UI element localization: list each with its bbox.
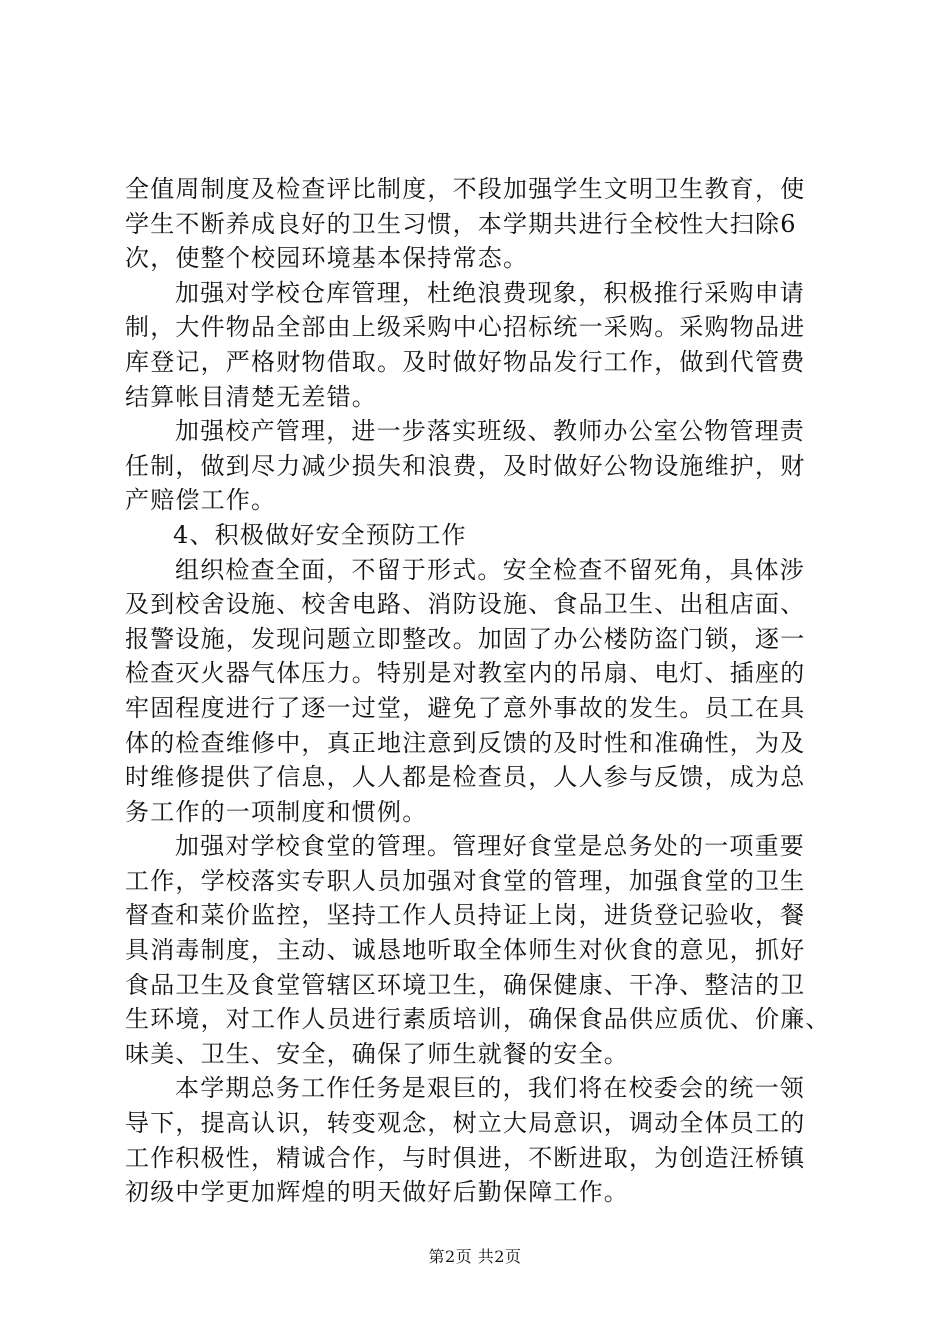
text-line: 全值周制度及检查评比制度，不段加强学生文明卫生教育，使 xyxy=(125,175,806,203)
text-line: 任制，做到尽力减少损失和浪费，及时做好公物设施维护，财 xyxy=(125,451,806,480)
text-line: 检查灭火器气体压力。特别是对教室内的吊扇、电灯、插座的 xyxy=(125,659,806,688)
document-body xyxy=(125,172,837,1210)
section-heading: 4、积极做好安全预防工作 xyxy=(173,520,467,549)
text-line: 库登记，严格财物借取。及时做好物品发行工作，做到代管费 xyxy=(125,347,806,376)
text-line: 报警设施，发现问题立即整改。加固了办公楼防盗门锁，逐一 xyxy=(125,624,806,653)
page-number: 第2页 共2页 xyxy=(428,1247,522,1266)
text-line: 导下，提高认识，转变观念，树立大局意识，调动全体员工的 xyxy=(125,1109,806,1138)
text-line: 生环境，对工作人员进行素质培训，确保食品供应质优、价廉、 xyxy=(125,1005,831,1034)
text-line: 具消毒制度，主动、诚恳地听取全体师生对伙食的意见，抓好 xyxy=(125,936,806,965)
text-line: 结算帐目清楚无差错。 xyxy=(125,382,377,411)
text-line: 及到校舍设施、校舍电路、消防设施、食品卫生、出租店面、 xyxy=(125,590,806,619)
text-line: 体的检查维修中，真正地注意到反馈的及时性和准确性，为及 xyxy=(125,728,806,757)
paragraph-start: 加强对学校仓库管理，杜绝浪费现象，积极推行采购申请 xyxy=(175,278,805,307)
text-line: 牢固程度进行了逐一过堂，避免了意外事故的发生。员工在具 xyxy=(125,693,806,722)
paragraph-start: 组织检查全面，不留于形式。安全检查不留死角，具体涉 xyxy=(175,555,805,584)
text-line: 督查和菜价监控，坚持工作人员持证上岗，进货登记验收，餐 xyxy=(125,901,806,930)
text-line: 工作积极性，精诚合作，与时俱进，不断进取，为创造汪桥镇 xyxy=(125,1143,806,1172)
text-line: 次，使整个校园环境基本保持常态。 xyxy=(125,244,529,273)
paragraph-start: 本学期总务工作任务是艰巨的，我们将在校委会的统一领 xyxy=(175,1074,805,1103)
text-line: 初级中学更加辉煌的明天做好后勤保障工作。 xyxy=(125,1178,629,1207)
text-line: 时维修提供了信息，人人都是检查员，人人参与反馈，成为总 xyxy=(125,763,806,792)
text-line: 味美、卫生、安全，确保了师生就餐的安全。 xyxy=(125,1039,629,1068)
paragraph-start: 加强对学校食堂的管理。管理好食堂是总务处的一项重要 xyxy=(175,832,805,861)
text-line: 学生不断养成良好的卫生习惯，本学期共进行全校性大扫除6 xyxy=(125,209,797,238)
paragraph-start: 加强校产管理，进一步落实班级、教师办公室公物管理责 xyxy=(175,417,805,446)
text-line: 工作，学校落实专职人员加强对食堂的管理，加强食堂的卫生 xyxy=(125,866,806,895)
text-line: 产赔偿工作。 xyxy=(125,486,277,515)
text-line: 食品卫生及食堂管辖区环境卫生，确保健康、干净、整洁的卫 xyxy=(125,970,806,999)
text-line: 制，大件物品全部由上级采购中心招标统一采购。采购物品进 xyxy=(125,313,806,342)
text-line: 务工作的一项制度和惯例。 xyxy=(125,797,428,826)
